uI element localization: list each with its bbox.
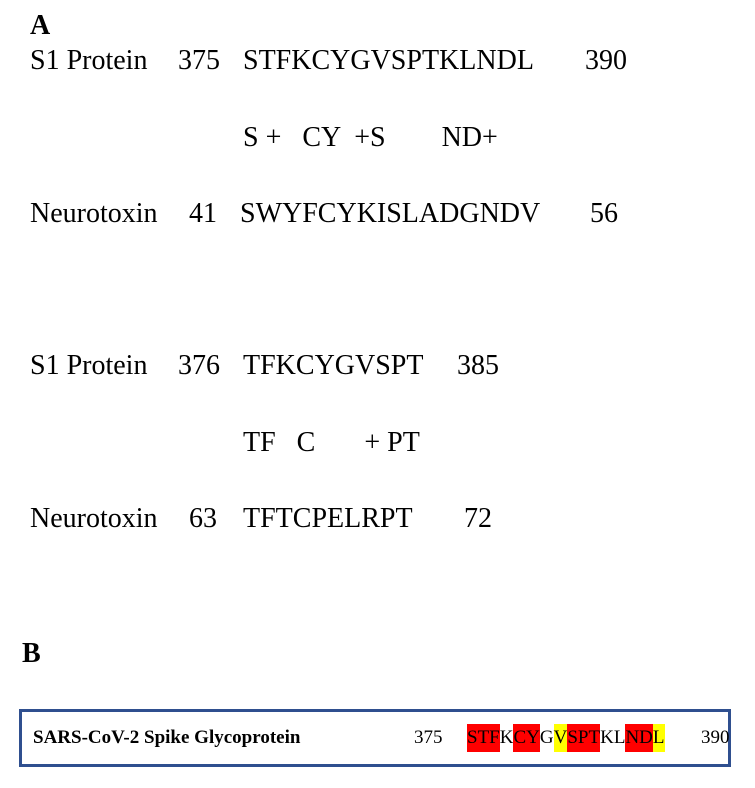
sequence-start: 375: [414, 727, 443, 748]
sequence-segment: CY: [513, 724, 539, 752]
alignment-2-query-end: 385: [457, 350, 499, 381]
alignment-2-query-name: S1 Protein: [30, 350, 148, 381]
alignment-2-subject-name: Neurotoxin: [30, 503, 158, 534]
panel-a-label: A: [30, 10, 51, 41]
alignment-2-query-seq: TFKCYGVSPT: [243, 350, 424, 381]
alignment-1-subject-seq: SWYFCYKISLADGNDV: [240, 198, 541, 229]
alignment-1-subject-start: 41: [189, 198, 217, 229]
sequence-segment: G: [539, 727, 554, 748]
sequence-segment: SPT: [567, 724, 600, 752]
alignment-2-subject-seq: TFTCPELRPT: [243, 503, 413, 534]
sequence-segment: STF: [467, 724, 500, 752]
alignment-2-query-start: 376: [178, 350, 220, 381]
alignment-2-match-line: TF C + PT: [243, 427, 420, 458]
sequence-segment: K: [499, 727, 514, 748]
alignment-1-query-end: 390: [585, 45, 627, 76]
alignment-1-match-line: S + CY +S ND+: [243, 122, 498, 153]
sequence-segment: V: [554, 724, 568, 752]
panel-b-label: B: [22, 638, 41, 669]
protein-name: SARS-CoV-2 Spike Glycoprotein: [33, 727, 301, 748]
sequence-segment: KL: [600, 727, 626, 748]
alignment-2-subject-end: 72: [464, 503, 492, 534]
alignment-2-subject-start: 63: [189, 503, 217, 534]
sequence-end: 390: [701, 727, 730, 748]
alignment-1-subject-name: Neurotoxin: [30, 198, 158, 229]
alignment-1-query-seq: STFKCYGVSPTKLNDL: [243, 45, 534, 76]
alignment-1-query-name: S1 Protein: [30, 45, 148, 76]
alignment-1-query-start: 375: [178, 45, 220, 76]
sequence-segment: L: [653, 724, 665, 752]
spike-sequence-box: [19, 709, 731, 767]
alignment-1-subject-end: 56: [590, 198, 618, 229]
highlighted-sequence: [467, 712, 665, 764]
sequence-segment: ND: [625, 724, 652, 752]
